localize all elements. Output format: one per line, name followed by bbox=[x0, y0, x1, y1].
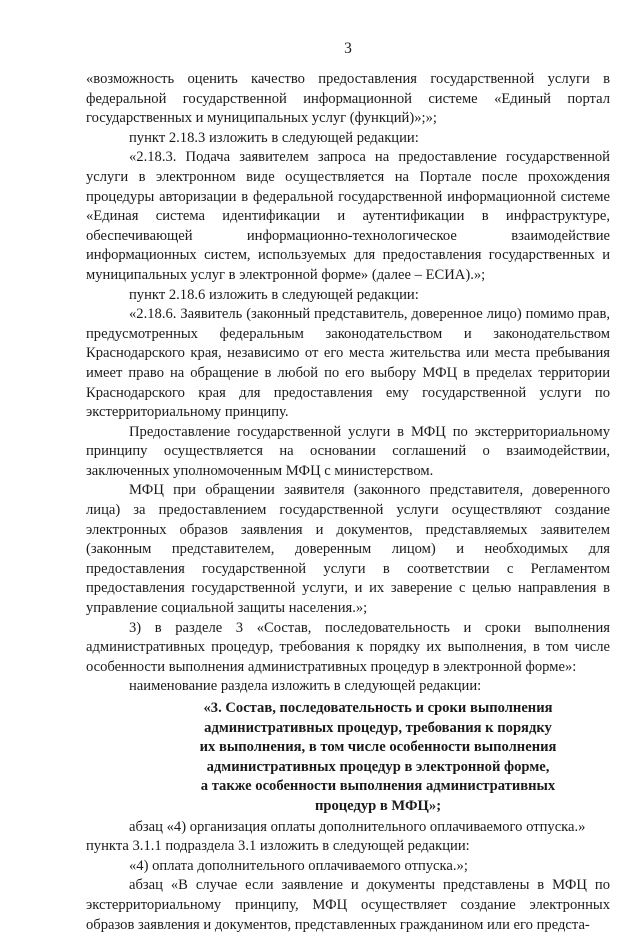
paragraph-abzac-4-new: «4) оплата дополнительного оплачиваемого отпуска.»; bbox=[129, 857, 468, 874]
paragraph-clause-2-18-3: «2.18.3. Подача заявителем запроса на предоставление государственной услуги в электронном виде осуществляется на Портале после прохождения процедуры авторизации в федеральной государственной информационной системе «Единая система идентификации и аутентификации в инфраструктуре, обеспечивающей информационно-технологическое взаимодействие информационных систем, используемых для предоставления государственных и муниципальных услуг в электронной форме» (далее – ЕСИА).»; bbox=[86, 149, 610, 283]
section-heading-line: а также особенности выполнения административных bbox=[200, 778, 556, 795]
paragraph-instruction-2-18-3: пункт 2.18.3 изложить в следующей редакции: bbox=[129, 129, 419, 146]
section-heading-line: «3. Состав, последовательность и сроки выполнения bbox=[203, 700, 553, 716]
section-heading-line: административных процедур, требования к порядку bbox=[204, 719, 552, 736]
paragraph-mfc-electronic-images: МФЦ при обращении заявителя (законного представителя, доверенного лица) за предоставлением государственной услуги осуществляют создание электронных образов заявления и документов, представляемых заявителем (законным представителем, доверенным лицом) и необходимых для предоставления государственной услуги в соответствии с Регламентом предоставления государственной услуги, и их заверение с целью направления в управление социальной защиты населения.»; bbox=[86, 482, 610, 617]
section-heading-line: административных процедур в электронной форме, bbox=[206, 758, 550, 775]
paragraph-point-3-1-1: пункта 3.1.1 подраздела 3.1 изложить в следующей редакции: bbox=[86, 838, 470, 855]
page-number: 3 bbox=[344, 40, 352, 57]
paragraph-quote-portal: «возможность оценить качество предоставления государственной услуги в федеральной государственной информационной системе «Единый портал государственных и муниципальных услуг (функций)»;»; bbox=[86, 71, 610, 127]
section-heading-line: процедур в МФЦ»; bbox=[314, 797, 442, 814]
paragraph-clause-2-18-6: «2.18.6. Заявитель (законный представитель, доверенное лицо) помимо прав, предусмотренных федеральным законодательством и законодательством Краснодарского края, независимо от его места жительства или места пребывания имеет право на обращение в любой по его выбору МФЦ в пределах территории Краснодарского края для предоставления ему государственной услуги по экстерриториальному принципу. bbox=[86, 306, 610, 421]
paragraph-instruction-2-18-6: пункт 2.18.6 изложить в следующей редакции: bbox=[129, 286, 419, 303]
paragraph-abzac-extraterritorial: абзац «В случае если заявление и документы представлены в МФЦ по экстерриториальному принципу, МФЦ осуществляет создание электронных образов заявления и документов, представленных гражданином или его предста- bbox=[86, 877, 610, 933]
section-heading bbox=[86, 699, 610, 817]
section-heading-line: их выполнения, в том числе особенности выполнения bbox=[199, 739, 557, 756]
paragraph-abzac-4-quote: абзац «4) организация оплаты дополнительного оплачиваемого отпуска.» bbox=[129, 818, 586, 835]
document-body bbox=[86, 70, 610, 935]
paragraph-section-title-instruction: наименование раздела изложить в следующей редакции: bbox=[129, 678, 482, 695]
paragraph-extraterritorial: Предоставление государственной услуги в МФЦ по экстерриториальному принципу осуществляется на основании соглашений о взаимодействии, заключенных уполномоченным МФЦ с министерством. bbox=[86, 423, 610, 479]
paragraph-section-3: 3) в разделе 3 «Состав, последовательность и сроки выполнения административных процедур, требования к порядку их выполнения, в том числе особенности выполнения административных процедур в электронной форме»: bbox=[86, 619, 610, 675]
